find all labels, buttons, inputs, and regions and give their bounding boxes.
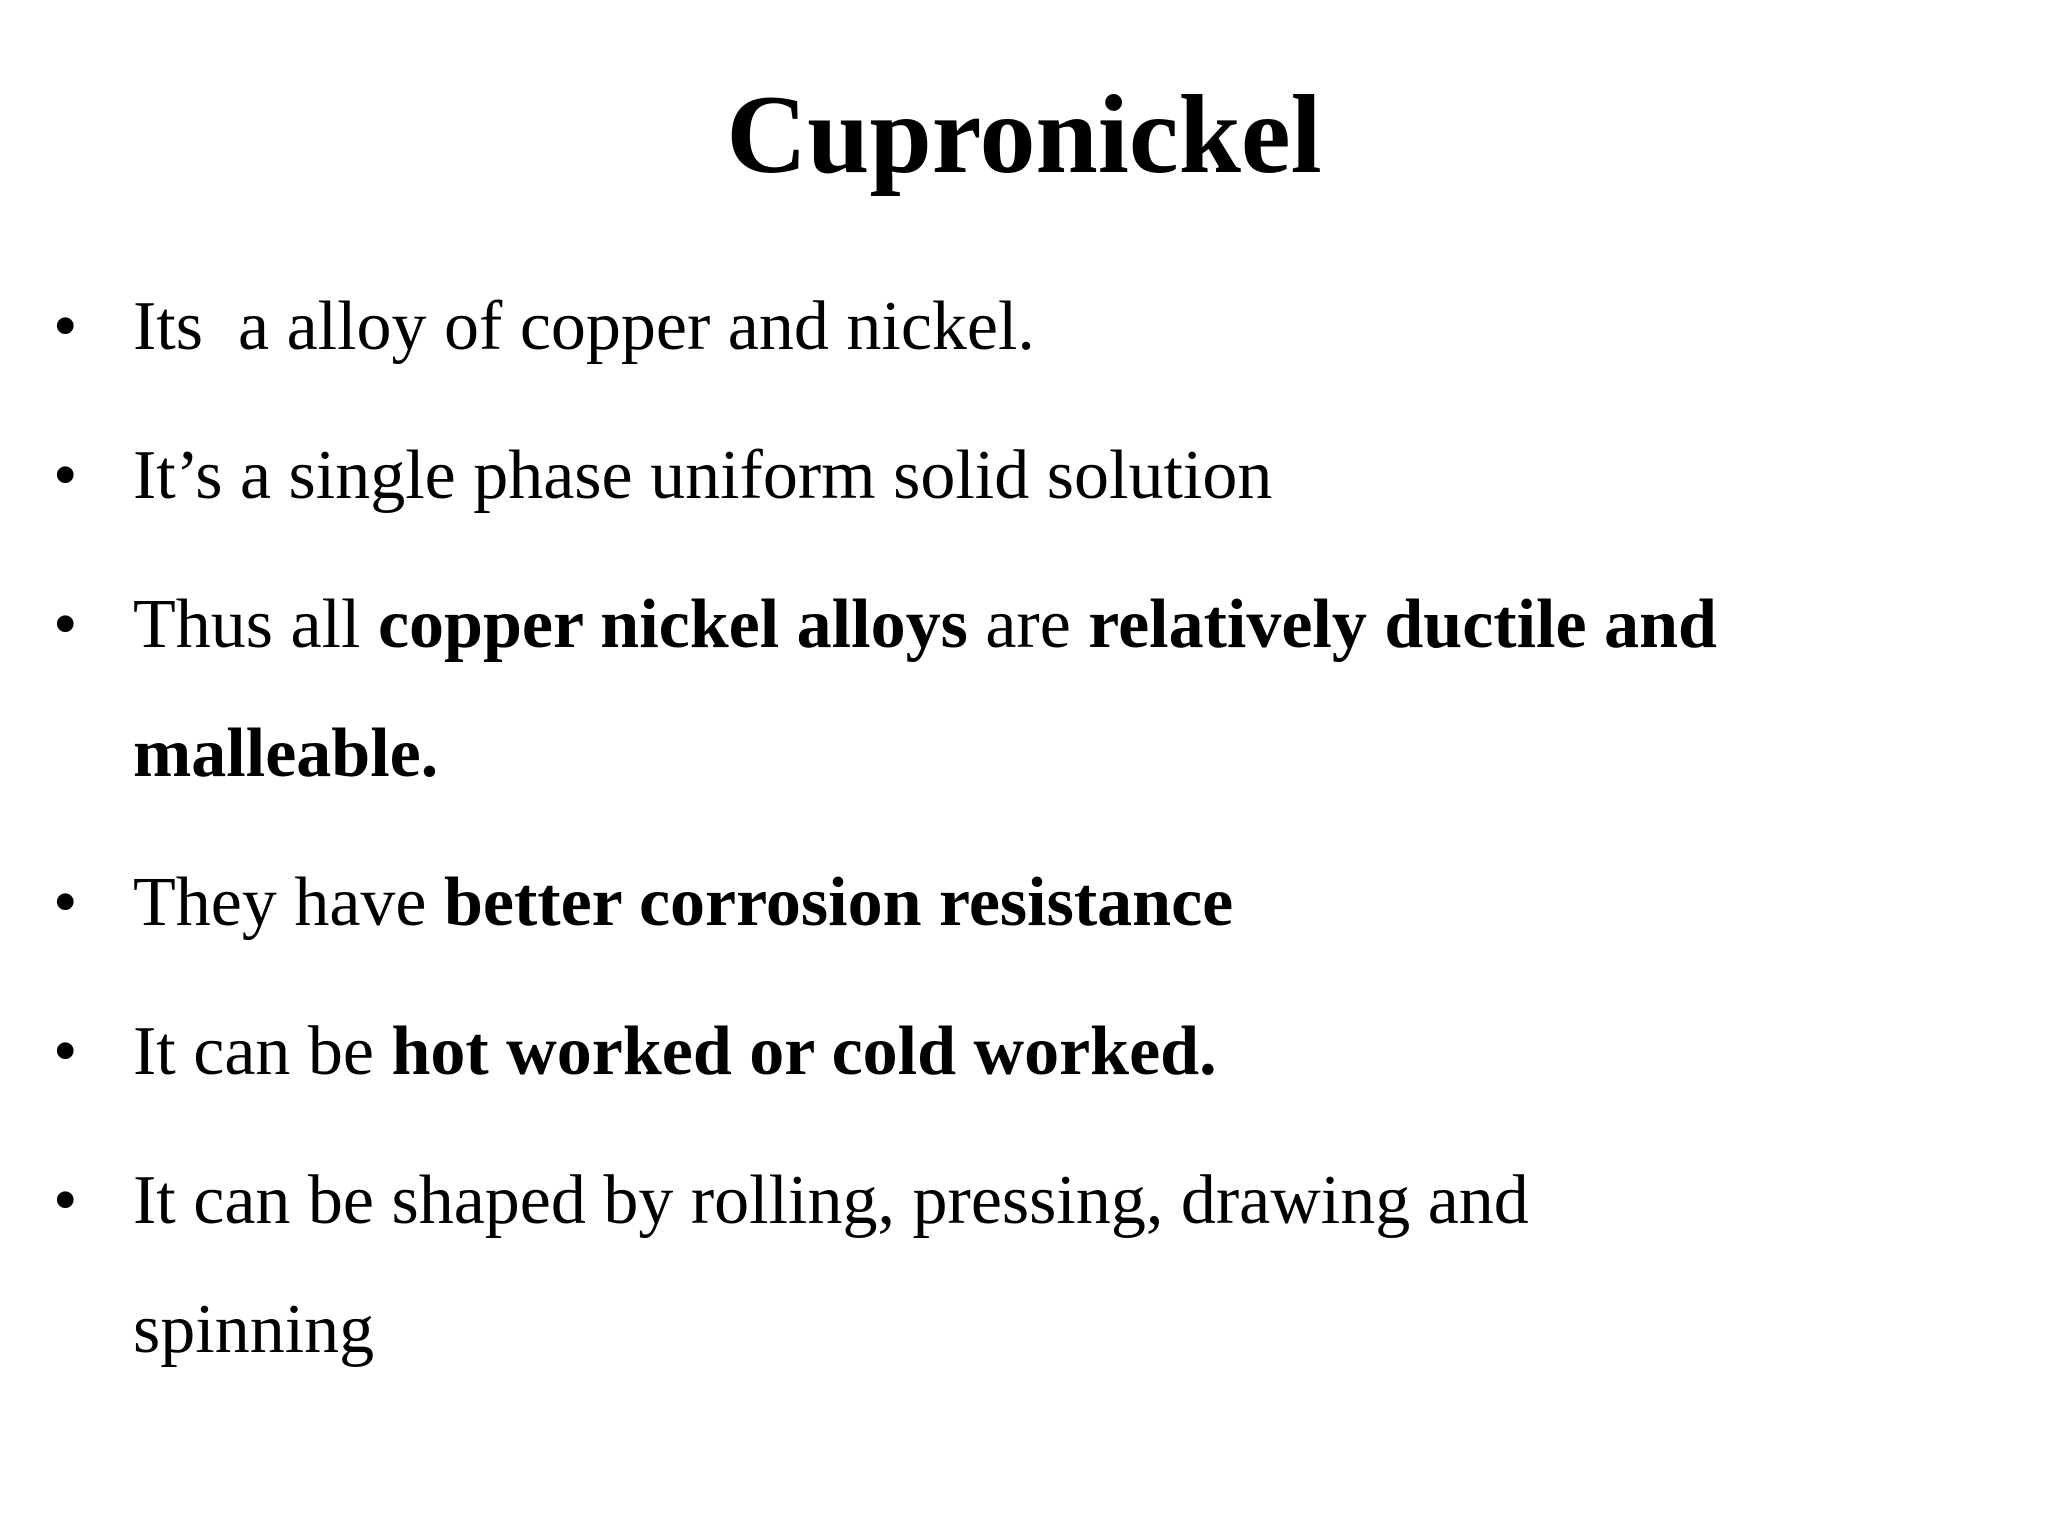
bullet-text-bold: copper nickel alloys — [377, 586, 968, 663]
bullet-text-bold: relatively ductile and malleable. — [133, 586, 1717, 792]
bullet-item — [53, 411, 1993, 540]
bullet-text: It can be — [133, 1013, 392, 1090]
bullet-item — [53, 1136, 1733, 1394]
bullet-item — [53, 560, 1893, 818]
bullet-text: Its a alloy of copper and nickel. — [133, 288, 1035, 365]
bullet-text: They have — [133, 864, 444, 941]
bullet-item — [53, 838, 1993, 967]
bullet-text: It can be shaped by rolling, pressing, drawing and spinning — [133, 1162, 1529, 1368]
bullet-marker: • — [53, 1013, 78, 1090]
bullet-item — [53, 262, 1993, 391]
bullet-text-bold: hot worked or cold worked. — [391, 1013, 1217, 1090]
bullet-text: are — [967, 586, 1089, 663]
bullet-text: Thus all — [133, 586, 378, 663]
slide-title: Cupronickel — [726, 73, 1322, 197]
bullet-item — [53, 987, 1993, 1116]
bullet-text: It’s a single phase uniform solid solution — [133, 437, 1273, 514]
bullet-marker: • — [53, 864, 78, 941]
bullet-marker: • — [53, 586, 78, 663]
bullet-list — [53, 262, 1993, 1414]
bullet-text-bold: better corrosion resistance — [443, 864, 1234, 941]
bullet-marker: • — [53, 1162, 78, 1239]
bullet-marker: • — [53, 437, 78, 514]
bullet-marker: • — [53, 288, 78, 365]
